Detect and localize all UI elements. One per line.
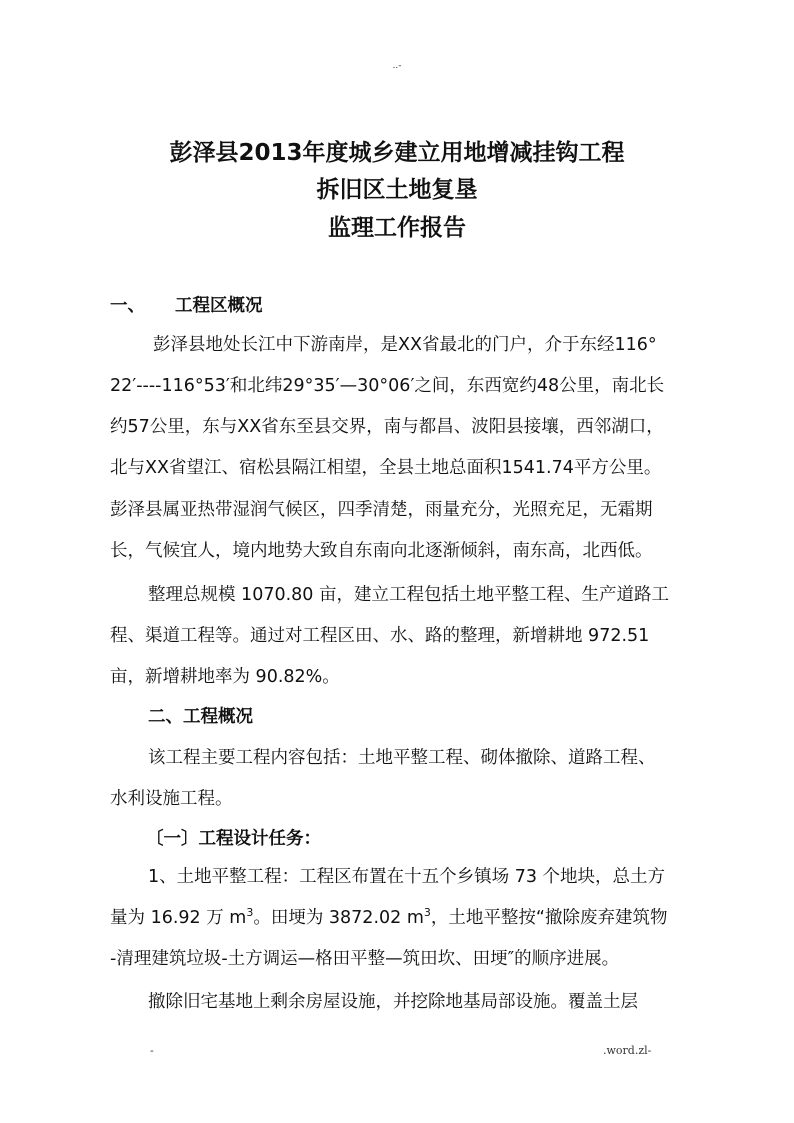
section1-heading — [110, 294, 690, 318]
paragraph-line: 彭泽县属亚热带湿润气候区，四季清楚，雨量充分，光照充足，无霜期 — [110, 500, 653, 520]
paragraph-line: -清理建筑垃圾-土方调运—格田平整—筑田坎、田埂″的顺序进展。 — [110, 949, 620, 969]
header-mark: ..- — [392, 61, 402, 71]
text-run: 。田埂为 3872.02 m — [253, 908, 424, 928]
paragraph-line: 整理总规模 1070.80 亩，建立工程包括土地平整工程、生产道路工 — [148, 585, 669, 605]
title-line-1: 彭泽县2013年度城乡建立用地增减挂钩工程 — [169, 140, 625, 166]
footer-left: - — [150, 1044, 154, 1057]
paragraph-line — [110, 906, 690, 930]
section2-heading: 二、工程概况 — [148, 707, 253, 727]
title-line-3: 监理工作报告 — [328, 215, 466, 241]
paragraph-line: 程、渠道工程等。通过对工程区田、水、路的整理，新增耕地 972.51 — [110, 626, 650, 646]
text-run: ，土地平整按“撤除废弃建筑物 — [430, 908, 668, 928]
paragraph-line: 长，气候宜人，境内地势大致自东南向北逐渐倾斜，南东高，北西低。 — [110, 541, 653, 561]
superscript: 3 — [246, 906, 254, 920]
paragraph-line: 北与XX省望江、宿松县隔江相望，全县土地总面积1541.74平方公里。 — [110, 458, 662, 478]
paragraph-line: 22′----116°53′和北纬29°35′—30°06′之间，东西宽约48公里，南北长 — [110, 376, 665, 396]
subsection-heading: 〔一〕工程设计任务： — [146, 829, 321, 849]
section1-title: 工程区概况 — [175, 296, 263, 316]
title-line-2: 拆旧区土地复垦 — [316, 177, 478, 203]
paragraph-line: 亩，新增耕地率为 90.82%。 — [110, 667, 340, 687]
text-run: 量为 16.92 万 m — [110, 908, 247, 928]
superscript: 3 — [423, 906, 431, 920]
paragraph-line: 水利设施工程。 — [110, 789, 233, 809]
footer-right: .word.zl- — [603, 1044, 652, 1057]
paragraph-line: 彭泽县地处长江中下游南岸，是XX省最北的门户，介于东经116° — [153, 335, 657, 355]
paragraph-line: 1、土地平整工程：工程区布置在十五个乡镇场 73 个地块，总土方 — [148, 867, 666, 887]
section1-number: 一、 — [110, 296, 145, 316]
paragraph-line: 约57公里，东与XX省东至县交界，南与都昌、波阳县接壤，西邻湖口， — [110, 417, 664, 437]
paragraph-line: 该工程主要工程内容包括：土地平整工程、砌体撤除、道路工程、 — [148, 748, 656, 768]
paragraph-line: 撤除旧宅基地上剩余房屋设施，并挖除地基局部设施。覆盖土层 — [148, 992, 638, 1012]
